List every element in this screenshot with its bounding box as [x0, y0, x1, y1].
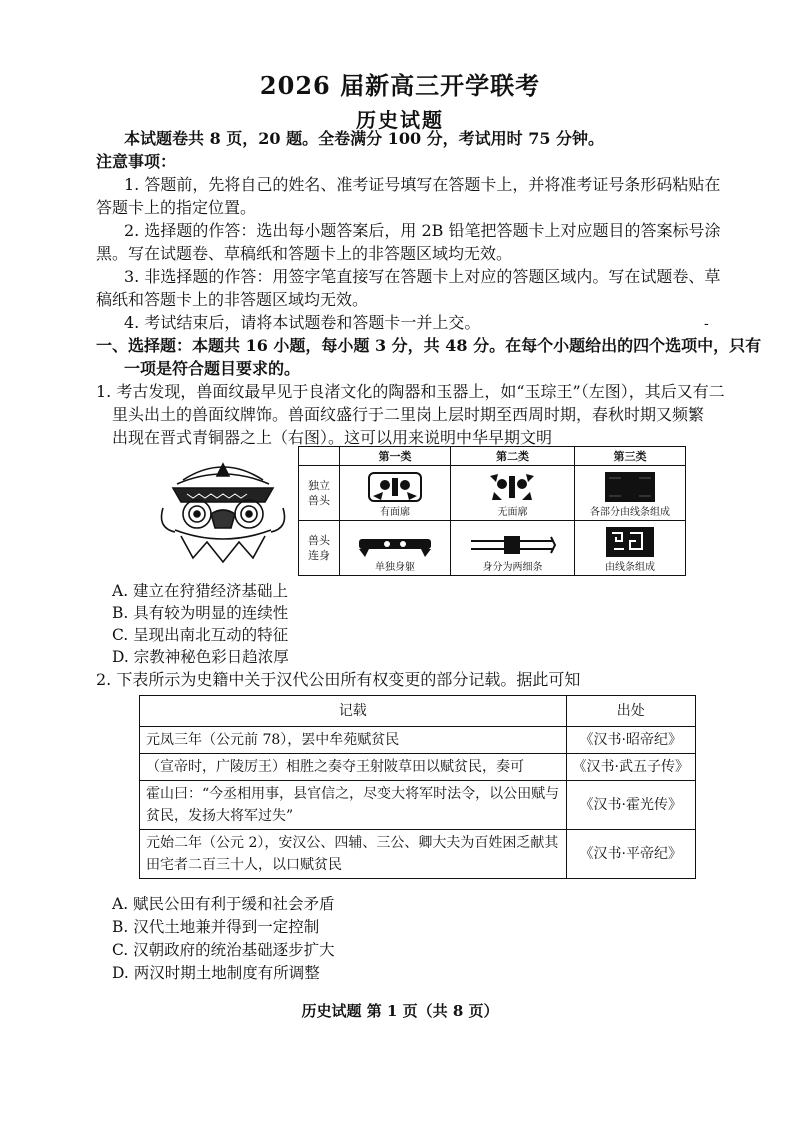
table-row [140, 754, 696, 781]
source-cell: 《汉书·武五子传》 [566, 754, 695, 781]
record-cell: 元始二年（公元 2），安汉公、四辅、三公、卿大夫为百姓困乏献其田宅者二百三十人，以口赋贫民 [140, 830, 567, 879]
q1-option-a: A. 建立在狩猎经济基础上 [112, 582, 289, 600]
source-cell: 《汉书·霍光传》 [566, 781, 695, 830]
table-row [140, 781, 696, 830]
record-cell: （宣帝时，广陵厉王）相胜之奏夺王射陂草田以赋贫民，奏可 [140, 754, 567, 781]
q2-option-c: C. 汉朝政府的统治基础逐步扩大 [112, 941, 335, 959]
single-body-beast-icon [355, 531, 435, 559]
source-cell: 《汉书·昭帝纪》 [566, 727, 695, 754]
pattern-caption: 无面廓 [497, 507, 528, 518]
section-heading-cont: 一项是符合题目要求的。 [124, 359, 301, 378]
split-body-beast-icon [467, 531, 557, 559]
pattern-caption: 各部分由线条组成 [590, 507, 670, 518]
q1-stem-line: 里头出土的兽面纹牌饰。兽面纹盛行于二里岗上层时期至西周时期，春秋时期又频繁 [112, 405, 705, 424]
pattern-header: 第三类 [575, 447, 686, 466]
pattern-header: 第一类 [340, 447, 451, 466]
notice-line: 1. 答题前，先将自己的姓名、准考证号填写在答题卡上，并将准考证号条形码粘贴在 [124, 175, 721, 194]
q2-stem: 2. 下表所示为史籍中关于汉代公田所有权变更的部分记载。据此可知 [96, 670, 581, 689]
exam-title: 2026 届新高三开学联考 [259, 71, 541, 100]
source-cell: 《汉书·平帝纪》 [566, 830, 695, 879]
pattern-caption: 有面廓 [379, 507, 410, 518]
q1-option-b: B. 具有较为明显的连续性 [112, 604, 289, 622]
pattern-type-table [298, 446, 686, 576]
table-row [140, 727, 696, 754]
q2-option-d: D. 两汉时期土地制度有所调整 [112, 964, 320, 982]
pattern-cell [340, 521, 451, 576]
beast-head-no-frame-icon [482, 470, 542, 504]
pattern-caption: 由线条组成 [605, 562, 655, 573]
q1-stem-line: 1. 考古发现，兽面纹最早见于良渚文化的陶器和玉器上，如“玉琮王”（左图），其后又有二 [96, 382, 725, 401]
pattern-header: 第二类 [450, 447, 574, 466]
pattern-cell [450, 466, 574, 521]
q1-stem-line: 出现在晋式青铜器之上（右图）。这可以用来说明中华早期文明 [112, 428, 553, 447]
source-header: 出处 [566, 696, 695, 727]
yucong-beast-mask-figure [153, 458, 293, 570]
q2-option-a: A. 赋民公田有利于缓和社会矛盾 [112, 895, 335, 913]
section-heading: 一、选择题：本题共 16 小题，每小题 3 分，共 48 分。在每个小题给出的四个选项中，只有 [96, 336, 762, 355]
notice-line: 答题卡上的指定位置。 [96, 198, 257, 217]
pattern-row-label: 兽头连身 [299, 521, 340, 576]
page-footer: 历史试题 第 1 页（共 8 页） [301, 1002, 499, 1020]
pattern-cell [575, 466, 686, 521]
line-body-beast-icon [600, 525, 660, 559]
record-cell: 霍山曰：“今丞相用事，县官信之，尽变大将军时法令，以公田赋与贫民，发扬大将军过失” [140, 781, 567, 830]
pattern-cell [450, 521, 574, 576]
pattern-row-label: 独立兽头 [299, 466, 340, 521]
beast-head-with-frame-icon [365, 470, 425, 504]
pattern-cell [575, 521, 686, 576]
stray-mark: - [704, 316, 709, 332]
notice-line: 黑。写在试题卷、草稿纸和答题卡上的非答题区域均无效。 [96, 244, 513, 263]
record-cell: 元凤三年（公元前 78），罢中牟苑赋贫民 [140, 727, 567, 754]
exam-subtitle: 历史试题 [356, 108, 444, 132]
q1-option-d: D. 宗教神秘色彩日趋浓厚 [112, 648, 289, 666]
pattern-cell [340, 466, 451, 521]
land-record-table [139, 695, 696, 879]
exam-info: 本试题卷共 8 页，20 题。全卷满分 100 分，考试用时 75 分钟。 [124, 129, 605, 148]
notice-line: 2. 选择题的作答：选出每小题答案后，用 2B 铅笔把答题卡上对应题目的答案标号涂 [124, 221, 721, 240]
pattern-header-corner [299, 447, 340, 466]
line-beast-head-icon [595, 470, 665, 504]
pattern-caption: 身分为两细条 [482, 562, 543, 573]
record-header: 记载 [140, 696, 567, 727]
pattern-caption: 单独身躯 [374, 562, 415, 573]
q2-option-b: B. 汉代土地兼并得到一定控制 [112, 918, 320, 936]
notice-line: 稿纸和答题卡上的非答题区域均无效。 [96, 290, 369, 309]
q1-option-c: C. 呈现出南北互动的特征 [112, 626, 289, 644]
notice-heading: 注意事项： [96, 152, 177, 171]
notice-line: 3. 非选择题的作答：用签字笔直接写在答题卡上对应的答题区域内。写在试题卷、草 [124, 267, 721, 286]
notice-line: 4. 考试结束后，请将本试题卷和答题卡一并上交。 [124, 313, 481, 332]
table-row [140, 830, 696, 879]
